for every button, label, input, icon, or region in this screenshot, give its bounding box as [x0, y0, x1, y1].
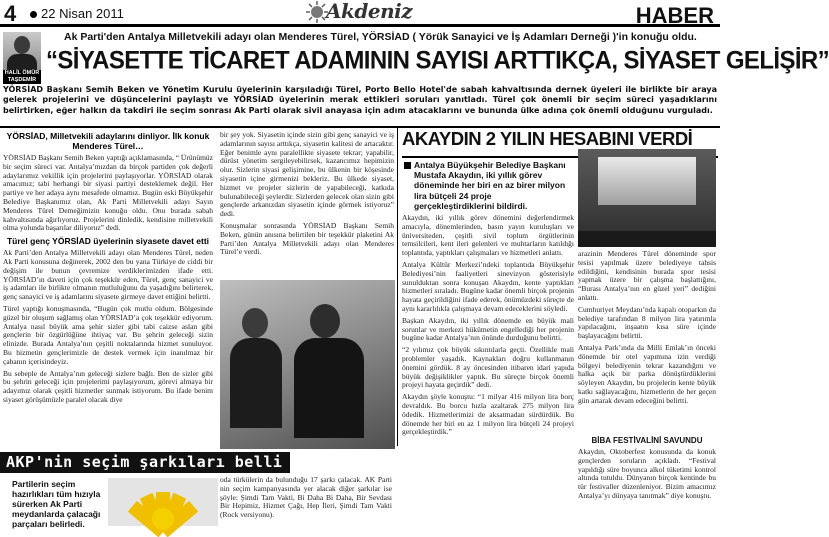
- story-photo-conference: [578, 149, 716, 247]
- akp-column: [220, 476, 392, 523]
- middle-column: [220, 131, 394, 260]
- section-title: HABER: [635, 3, 714, 28]
- middle-paragraph: bir şey yok. Siyasetin içinde sizin gibi genç sanayici ve iş adamlarının sayısı arttıkça, siyasetin kalitesi de artacaktır. Eğer benimle aynı paralellikte siyasete tekrar; yapabilir, dürüst yönetim sergileyebilirsek, kazancımız hepimizin olur. Sizlerin siyasi gelişimine, bu ülkenin bir köşesinde siyasetin içine girmenizi bekleriz. Bu ülkede siyaset, hizmet ve projeler sizlerin de yapabileceği, katkıda bulunabileceği şeylerdir. Sizlerden gelecek olan sizin gibi gençlerde arkanızdan siyasetin içinde görmek istiyoruz” dedi.: [220, 130, 394, 219]
- akaydin-paragraph: Antalya Kültür Merkezi’ndeki toplantıda Büyükşehir Belediyesi’nin faaliyetleri sinevizyon gösterisiyle sunulduktan sonra konuşan Akaydın, kente yaptıkları hizmetleri sıraladı. Bugüne kadar önemli birçok projenin hayata geçirildiğini ifade ederek, önümüzdeki süreçte de aynı kararlılıkla çalışmaya devam edeceklerini söyledi.: [402, 259, 574, 313]
- photo-figure: [242, 308, 268, 338]
- left-paragraph: Bu sebeple de Antalya’nın geleceği sizlere bağlı. Ben de sizler gibi bu şehrin geleceği için projelerimi paylaşıyorum, görevi almaya bir adayımız olarak çeşitli hizmetler sunmak istiyorum. Bu ifade benim siyaset görüşümüzle paralel olacak diye: [3, 368, 213, 404]
- middle-paragraph: Konuşmalar sonrasında YÖRSİAD Başkanı Semih Beken, günün anısına belirtilen bir teşekkür plaketini Ak Parti’den Antalya Milletvekili adayı olan Menderes Türel’e verdi.: [220, 220, 394, 257]
- left-paragraph: Ak Parti’den Antalya Milletvekili adayı olan Menderes Türel, neden Ak Parti konusuna değinerek, 2002 den bu yana Türkiye de ciddi bir değişim ile bunun çevremize verdiklerimizden ifade etti. YÖRSİAD’ın daveti için çok teşekkür eden, Türel, genç sanayici ve iş adamları ile birlikte olmanın mutluluğunu da yaşadığını belirterek, genç sanayici ve iş adamlarını siyasete girmeye davet ettiğini belirtti.: [3, 248, 213, 302]
- left-paragraph: Türel yaptığı konuşmasında, “Bugün çok mutlu oldum. Bölgesinde güzel bir oluşum sağlamış olan YÖRSİAD’a çok teşekkür ediyorum. Antalya nasıl büyük ama şehir sizler gibi tabi caizse aslan gibi gençlerin bir özgürlüğüne ihtiyaç var. Bu şehrin geleceği sizin elinizde. Burada Antalya’nın çeşitli noktalarında hizmet sunuluyor. Bu hizmetin gençlerimizle de destek vermek için inanılmaz bir çabanın içerisindeyiz.: [3, 303, 213, 366]
- photo-figure: [294, 338, 364, 438]
- akaydin-paragraph: “2 yılımız çok büyük sıkıntılarla geçti. Özellikle mali problemler yaşadık. Kaynakları doğru kullanmanın önemini gördük. 8 ay öncesinden itibaren idari yapıda büyük değişiklikler yaptık. Bu süreçte birçok önemli projeyi hayata geçirdik” dedi.: [402, 345, 574, 390]
- akaydin-paragraph: Akaydın, iki yıllık görev dönemini değerlendirmek amacıyla, dönemlerinden, basın yayın kuruluşları ve üniversiteden, çeşitli sivil toplum örgütlerinin temsilcileri, kent ileri gelenleri ve muhtarların katıldığı toplantıda, yaptıkları çalışmaları ve hizmetleri anlattı.: [402, 213, 574, 258]
- page-number: 4: [4, 1, 17, 26]
- newspaper-logo: [306, 1, 416, 25]
- akaydin-column: [402, 214, 574, 440]
- right-column-bottom: [578, 448, 716, 504]
- photo-table: [578, 231, 716, 247]
- festival-subhead: BİBA FESTİVALİNİ SAVUNDU: [591, 436, 703, 445]
- right-paragraph: Cumhuriyet Meydanı’nda kapalı otoparkın da belediye tarafından 8 milyon lira yatırımla yapılacağını, inşaatın kısa süre içinde başlayacağını belirtti.: [578, 304, 716, 341]
- right-column: [578, 250, 716, 409]
- square-bullet-icon: [404, 162, 411, 169]
- photo-screen: [598, 157, 696, 205]
- right-paragraph: Antalya Park’ında da Milli Emlak’ın önceki dönemde bir otel yapımına izin verdiği bölgeyi belediyenin tekrar kazandığını ve halka açık bir parka dönüştürdüklerini söyleyen Akaydın, bu projelerin kente büyük katkı sağlayacağını, hizmetlerin de her geçen gün artarak devam edeceğini belirtti.: [578, 342, 716, 405]
- akp-subhead: Partilerin seçim hazırlıkları tüm hızıyla sürerken Ak Parti meydanlarda çalacağı parçaları belirledi.: [12, 479, 101, 529]
- bullet-icon: [30, 11, 37, 18]
- story-photo-handshake: [220, 280, 395, 449]
- left-paragraph: YÖRSİAD Başkanı Semih Beken yaptığı açıklamasında, “ Ürünümüz bir seçim süreci var. Antalya’mızdan da birçok partiden çok değerli adaylarımız vekillik için projelerini paylaşıyorlar. YÖRSİAD olarak amacımız; tabi herhangi bir siyasi partiyi desteklemek değil. Her partiye ve her adaya aynı mesafede olmamız. Bugün eski Büyükşehir Belediye Başkanımız olan, Ak Parti Milletvekili adayı Sayın Menderes Türel Demeğimizin konuğu oldu. Onu burada sabah kahvaltısında ağırlıyoruz. Projelerini dinledik, kendisine milletvekili olma yolunda başarılar diliyoruz” dedi.: [3, 153, 213, 233]
- photo-head: [14, 36, 30, 54]
- akaydin-paragraph: Akaydın şöyle konuştu: “1 milyar 416 milyon lira borç devraldık. Bu borcu hızla azaltarak 275 milyon lira ödedik. Hizmetlerimizi de aksatmadan sürdürdük. Bu dönemde her biri en az 1 milyon lira bütçeli 24 projeyi gerçekleştirdik.”: [402, 392, 574, 437]
- lightbulb-icon: [152, 508, 174, 530]
- left-subhead-1: YÖRSİAD, Milletvekili adaylarını dinliyor. İlk konuk Menderes Türel…: [6, 131, 210, 151]
- left-subhead-2: Türel genç YÖRSİAD üyelerinin siyasete davet etti: [6, 236, 210, 247]
- photo-caption: HALİL ÖMÜR TAŞDEMİR: [4, 70, 40, 83]
- right-paragraph: Akaydın, Oktoberfest konusunda da konuk gençlerden soruların açıkladı. “Festival yapıldığı süre boyunca alkol tüketimi kontrol altında tutuldu. Dünyanın birçok kentinde bu tür festivaller düzenleniyor. Bizim amacımız Antalya’yı dünyaya tanıtmak” diye konuştu.: [578, 447, 716, 500]
- columnist-photo: [3, 32, 41, 84]
- akp-paragraph: oda türkülerin da bulunduğu 17 şarkı çalacak. AK Parti nin seçim kampanyasında yer alacak diğer şarkılar ise şöyle: Şimdi Tam Vakti, Bi Daha Bi Daha, Bir Sevdası Bir Hepimiz, Hizmet Çağı, Hep İleri, Şimdi Tam Vakti (Rock versiyonu).: [220, 475, 392, 520]
- logo-text: Akdeniz: [326, 0, 413, 23]
- issue-date: 22 Nisan 2011: [41, 6, 124, 21]
- story-summary: YÖRSİAD Başkanı Semih Beken ve Yönetim Kurulu üyelerinin karşıladığı Türel, Porto Bello Hotel'de sabah kahvaltısında dernek üyeleri ile birlikte bir araya gelerek projelerini ve düşüncelerini paylaştı ve YÖRSİAD üyelerinin merak ettikleri soruları yanıtladı. Türel çok önemli bir seçim süreci yaşadıklarını belirtirken, eğer halkın da takdiri ile seçim sonrası Ak Parti olarak sivil anayasa için adım atacaklarını ve bununda ülke adına çok önemli olduğunu vurguladı.: [3, 85, 717, 115]
- photo-figure: [230, 338, 282, 428]
- akp-headline: AKP'nin seçim şarkıları belli oldu: [0, 452, 290, 473]
- photo-figure: [310, 304, 340, 338]
- masthead: [0, 0, 720, 27]
- right-paragraph: arazinin Menderes Türel döneminde spor tesisi yapılmak üzere belediyeye tahsis edildiğini, kendisinin burada spor tesisi yapmak üzere bir çalışma başlattığını, “Burası Antalya’nın en güzel yeri” dediğini anlattı.: [578, 249, 716, 302]
- story-intro: Ak Parti'den Antalya Milletvekili adayı olan Menderes Türel, YÖRSİAD ( Yörük Sanayici ve İş Adamları Derneği )'in konuğu oldu.: [64, 31, 697, 43]
- sun-emblem-icon: [306, 1, 328, 23]
- akaydin-headline: AKAYDIN 2 YILIN HESABINI VERDİ: [402, 128, 693, 149]
- main-headline: “SİYASETTE TİCARET ADAMININ SAYISI ARTTIKÇA, SİYASET GELİŞİR”: [46, 46, 829, 75]
- akaydin-lead: Antalya Büyükşehir Belediye Başkanı Mustafa Akaydın, iki yıllık görev döneminde her biri en az birer milyon lira bütçeli 24 proje gerçekleştirdiklerini bildirdi.: [414, 160, 566, 211]
- akp-logo-photo: [108, 478, 218, 526]
- left-column: [3, 131, 213, 408]
- divider: [397, 126, 398, 446]
- akaydin-paragraph: Başkan Akaydın, iki yıllık dönemde en büyük mali sorunlar ve merkezi hükümetin engellediği her projenin bugüne kadar Antalya’nın önünde durduğunu belirtti.: [402, 315, 574, 343]
